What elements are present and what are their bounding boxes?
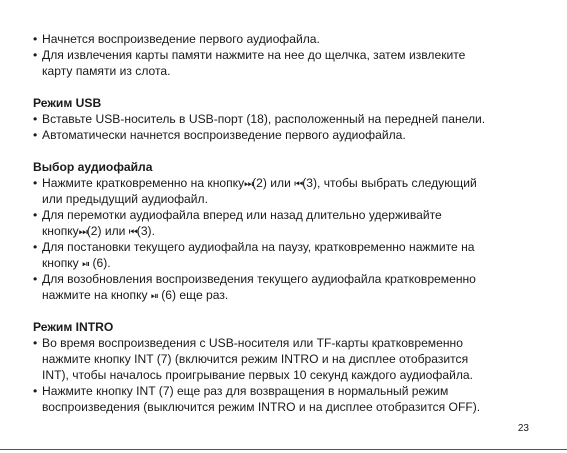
item-text: Для возобновления воспроизведения текущего аудиофайла кратковременно bbox=[42, 272, 476, 286]
item-text: (6) еще раз. bbox=[157, 288, 229, 302]
section-heading-intro: Режим INTRO bbox=[33, 320, 114, 334]
item-text: Начнется воспроизведение первого аудиофайла. bbox=[42, 32, 320, 46]
list-item bbox=[33, 383, 538, 399]
list-item bbox=[33, 111, 538, 127]
item-text: (2) или bbox=[252, 176, 295, 190]
item-text: (3), чтобы выбрать следующий bbox=[302, 176, 477, 190]
item-text: Нажмите кратковременно на кнопку bbox=[42, 176, 245, 190]
item-text: (3). bbox=[136, 224, 155, 238]
list-item bbox=[33, 207, 538, 223]
item-text: Автоматически начнется воспроизведение первого аудиофайла. bbox=[42, 128, 406, 142]
item-text: (2) или bbox=[86, 224, 129, 238]
list-item bbox=[33, 271, 538, 287]
next-track-icon: ⏭ bbox=[78, 227, 87, 238]
list-item-continuation bbox=[33, 223, 538, 239]
list-item-continuation bbox=[33, 399, 538, 415]
list-item-continuation bbox=[33, 255, 538, 271]
list-item bbox=[33, 127, 538, 143]
list-item-continuation bbox=[33, 351, 538, 367]
manual-page bbox=[33, 31, 538, 415]
item-text: Для постановки текущего аудиофайла на паузу, кратковременно нажмите на bbox=[42, 240, 475, 254]
item-text: Вставьте USB-носитель в USB-порт (18), расположенный на передней панели. bbox=[42, 112, 486, 126]
play-pause-icon: ⏯ bbox=[150, 291, 158, 302]
prev-track-icon: ⏮ bbox=[294, 179, 303, 190]
bottom-divider bbox=[0, 449, 567, 450]
list-item-continuation bbox=[33, 191, 538, 207]
item-text: Для перемотки аудиофайла вперед или назад длительно удерживайте bbox=[42, 208, 442, 222]
item-text: нажмите кнопку INT (7) (включится режим INTRO и на дисплее отобразится bbox=[42, 352, 469, 366]
item-text: кнопку bbox=[42, 224, 79, 238]
play-pause-icon: ⏯ bbox=[82, 259, 90, 270]
list-item bbox=[33, 239, 538, 255]
item-text: нажмите на кнопку bbox=[42, 288, 151, 302]
next-track-icon: ⏭ bbox=[244, 179, 253, 190]
list-item-continuation bbox=[33, 63, 538, 79]
list-item bbox=[33, 31, 538, 47]
item-text: кнопку bbox=[42, 256, 83, 270]
item-text: Нажмите кнопку INT (7) еще раз для возвращения в нормальный режим bbox=[42, 384, 449, 398]
list-item bbox=[33, 175, 538, 191]
item-text: (6). bbox=[89, 256, 111, 270]
item-text: INT), чтобы началось проигрывание первых 10 секунд каждого аудиофайла. bbox=[42, 368, 473, 382]
item-text: или предыдущий аудиофайл. bbox=[42, 192, 208, 206]
list-item-continuation bbox=[33, 367, 538, 383]
section-heading-file-select: Выбор аудиофайла bbox=[33, 160, 153, 174]
list-item-continuation bbox=[33, 287, 538, 303]
item-text: Во время воспроизведения с USB-носителя или TF-карты кратковременно bbox=[42, 336, 463, 350]
list-item bbox=[33, 47, 538, 63]
list-item bbox=[33, 335, 538, 351]
item-text: воспроизведения (выключится режим INTRO и на дисплее отобразится OFF). bbox=[42, 400, 481, 414]
item-text: Для извлечения карты памяти нажмите на нее до щелчка, затем извлеките bbox=[42, 48, 466, 62]
page-number: 23 bbox=[517, 423, 529, 434]
item-text: карту памяти из слота. bbox=[42, 64, 171, 78]
prev-track-icon: ⏮ bbox=[128, 227, 137, 238]
section-heading-usb: Режим USB bbox=[33, 96, 102, 110]
